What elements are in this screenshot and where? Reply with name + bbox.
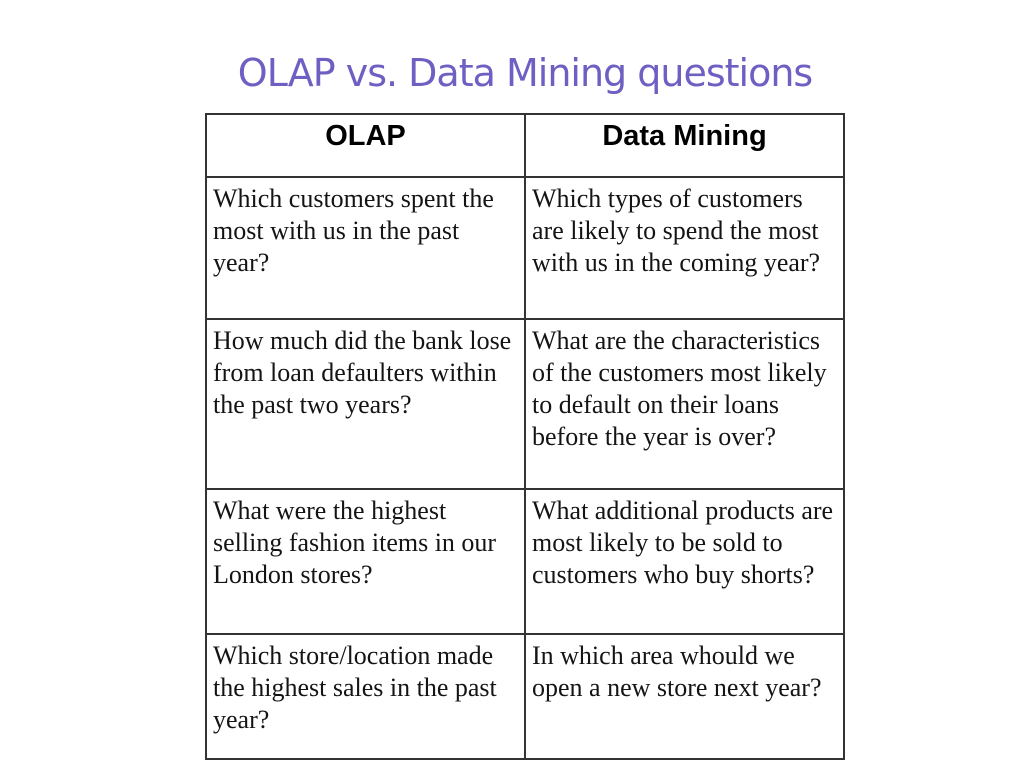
data-mining-cell: What are the characteristics of the customers most likely to default on their loans before the year is over? <box>525 319 844 489</box>
table-row <box>206 489 844 634</box>
table-row <box>206 177 844 319</box>
table-row <box>206 634 844 759</box>
olap-cell: Which store/location made the highest sales in the past year? <box>206 634 525 759</box>
data-mining-cell: What additional products are most likely to be sold to customers who buy shorts? <box>525 489 844 634</box>
data-mining-cell: In which area whould we open a new store next year? <box>525 634 844 759</box>
olap-cell: How much did the bank lose from loan defaulters within the past two years? <box>206 319 525 489</box>
olap-cell: Which customers spent the most with us in the past year? <box>206 177 525 319</box>
comparison-table <box>205 113 845 760</box>
slide-title: OLAP vs. Data Mining questions <box>237 51 813 95</box>
olap-cell: What were the highest selling fashion items in our London stores? <box>206 489 525 634</box>
table-row <box>206 319 844 489</box>
column-header-olap: OLAP <box>206 114 525 177</box>
table-header-row <box>206 114 844 177</box>
column-header-data-mining: Data Mining <box>525 114 844 177</box>
data-mining-cell: Which types of customers are likely to spend the most with us in the coming year? <box>525 177 844 319</box>
